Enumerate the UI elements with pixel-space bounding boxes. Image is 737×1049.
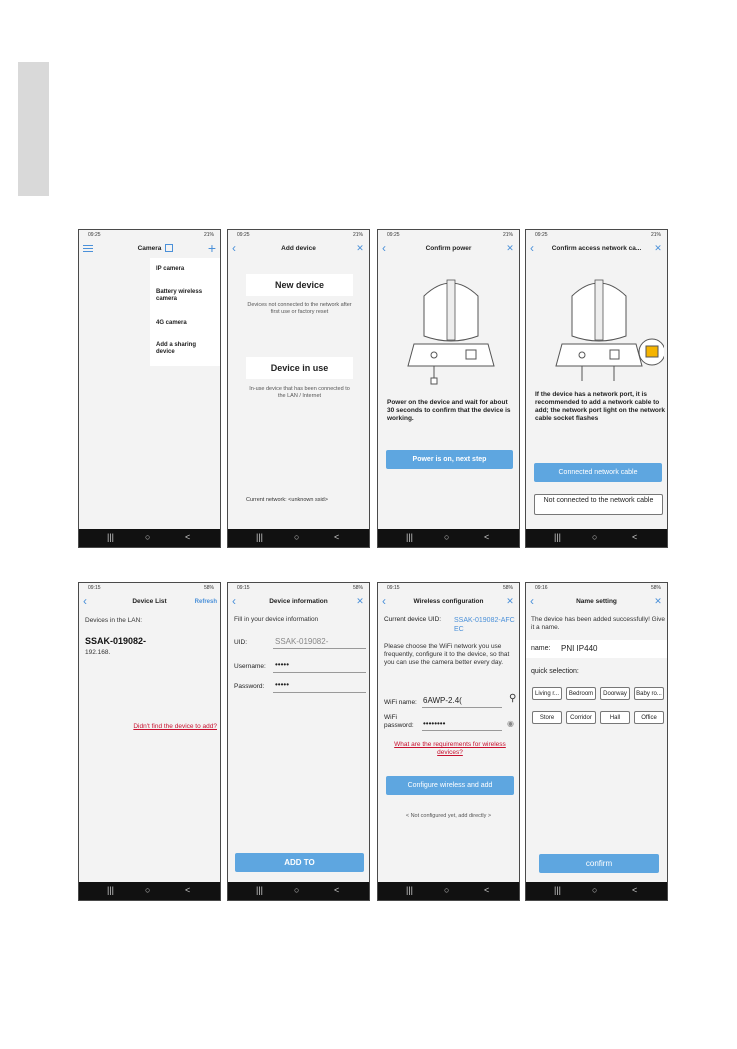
chip-store[interactable]: Store [532, 711, 562, 724]
recent-apps-icon[interactable]: ||| [256, 885, 264, 895]
close-icon[interactable]: ✕ [506, 243, 514, 253]
chip-hall[interactable]: Hall [600, 711, 630, 724]
android-navbar [79, 882, 220, 900]
password-underline [273, 692, 366, 693]
add-to-label: ADD TO [284, 858, 315, 867]
home-icon[interactable]: ○ [592, 885, 598, 895]
wifi-password-field[interactable]: •••••••• [423, 719, 446, 728]
screen-wireless-configuration [377, 582, 520, 901]
status-battery: 58% [502, 585, 513, 591]
uid-label: UID: [234, 639, 247, 646]
chip-baby-room[interactable]: Baby ro... [634, 687, 664, 700]
connected-network-cable-button[interactable] [534, 463, 662, 482]
close-icon[interactable]: ✕ [506, 596, 514, 606]
back-icon[interactable]: ‹ [232, 594, 236, 608]
lan-devices-label: Devices in the LAN: [85, 617, 143, 624]
header [79, 239, 220, 258]
not-connected-button[interactable] [534, 494, 663, 515]
add-icon[interactable]: + [207, 240, 216, 256]
android-navbar [228, 529, 369, 547]
back-nav-icon[interactable]: < [484, 885, 490, 895]
status-battery: 58% [352, 585, 363, 591]
camera-illustration [396, 266, 506, 386]
uid-value: SSAK-019082-AFCEC [454, 617, 515, 633]
wifi-instructions: Please choose the WiFi network you use frequently, configure it to the device, so that you can use the camera better every day. [384, 643, 510, 666]
status-time: 09:25 [387, 232, 400, 238]
screen-confirm-power [377, 229, 520, 548]
back-nav-icon[interactable]: < [185, 532, 191, 542]
password-label: Password: [234, 683, 265, 690]
screen-device-list [78, 582, 221, 901]
chip-doorway[interactable]: Doorway [600, 687, 630, 700]
connected-network-cable-label: Connected network cable [558, 469, 638, 476]
skip-configuration-link[interactable]: < Not configured yet, add directly > [405, 813, 492, 819]
header [526, 592, 667, 611]
menu-item-4g-camera[interactable]: 4G camera [156, 320, 187, 326]
page-title: Device List [132, 598, 167, 605]
chip-bedroom[interactable]: Bedroom [566, 687, 596, 700]
wifi-name-label: WiFi name: [384, 699, 417, 706]
home-icon[interactable]: ○ [294, 885, 300, 895]
recent-apps-icon[interactable]: ||| [554, 532, 562, 542]
status-time: 09:15 [237, 585, 250, 591]
android-navbar [378, 529, 519, 547]
device-in-use-description: In-use device that has been connected to the LAN / Internet [249, 386, 350, 399]
recent-apps-icon[interactable]: ||| [554, 885, 562, 895]
status-battery: 21% [502, 232, 513, 238]
menu-item-sharing-device[interactable]: Add a sharing device [156, 342, 197, 355]
status-bar [526, 583, 667, 592]
android-navbar [526, 882, 667, 900]
status-time: 09:25 [237, 232, 250, 238]
android-navbar [79, 529, 220, 547]
new-device-button[interactable] [246, 274, 353, 296]
back-icon[interactable]: ‹ [382, 241, 386, 255]
power-instructions: Power on the device and wait for about 30 seconds to confirm that the device is working. [387, 399, 511, 422]
quick-selection-label: quick selection: [531, 668, 579, 675]
back-icon[interactable]: ‹ [530, 594, 534, 608]
back-icon[interactable]: ‹ [232, 241, 236, 255]
back-icon[interactable]: ‹ [530, 241, 534, 255]
power-on-next-button[interactable] [386, 450, 513, 469]
side-tab-marker [18, 62, 49, 196]
wifi-name-underline [422, 707, 502, 708]
menu-item-battery-camera[interactable]: Battery wireless camera [156, 289, 203, 302]
home-icon[interactable]: ○ [145, 532, 151, 542]
password-field[interactable]: ••••• [275, 680, 290, 689]
confirm-label: confirm [585, 859, 613, 868]
header [228, 239, 369, 258]
wifi-name-field[interactable]: 6AWP-2.4( [423, 696, 462, 705]
status-time: 09:16 [535, 585, 548, 591]
screen-add-device [227, 229, 370, 548]
hamburger-icon[interactable] [83, 245, 93, 252]
configure-wireless-button[interactable] [386, 776, 514, 795]
page-title: Confirm access network ca... [551, 245, 642, 252]
username-label: Username: [234, 663, 266, 670]
status-bar [526, 230, 667, 239]
home-icon[interactable]: ○ [294, 532, 300, 542]
status-time: 09:15 [88, 585, 101, 591]
new-device-description: Devices not connected to the network after first use or factory reset [247, 302, 352, 315]
status-bar [378, 583, 519, 592]
eye-icon[interactable]: ◉ [507, 719, 514, 728]
status-bar [378, 230, 519, 239]
recent-apps-icon[interactable]: ||| [107, 885, 115, 895]
page-title: Wireless configuration [413, 598, 484, 605]
back-icon[interactable]: ‹ [382, 594, 386, 608]
page-title: Device information [269, 598, 328, 605]
back-nav-icon[interactable]: < [632, 532, 638, 542]
page-title: Camera [137, 245, 162, 252]
close-icon[interactable]: ✕ [356, 596, 364, 606]
device-ip: 192.168. [85, 649, 111, 656]
back-icon[interactable]: ‹ [83, 594, 87, 608]
android-navbar [228, 882, 369, 900]
close-icon[interactable]: ✕ [654, 596, 662, 606]
screen-device-information [227, 582, 370, 901]
back-nav-icon[interactable]: < [334, 885, 340, 895]
back-nav-icon[interactable]: < [632, 885, 638, 895]
grid-view-icon[interactable] [165, 244, 173, 252]
recent-apps-icon[interactable]: ||| [406, 885, 414, 895]
screen-confirm-network-cable [525, 229, 668, 548]
device-in-use-button[interactable] [246, 357, 353, 379]
status-time: 09:25 [88, 232, 101, 238]
page-title: Confirm power [425, 245, 472, 252]
network-instructions: If the device has a network port, it is recommended to add a network cable to add; the network port light on the network cable socket flashes [535, 391, 665, 422]
close-icon[interactable]: ✕ [356, 243, 364, 253]
home-icon[interactable]: ○ [145, 885, 151, 895]
home-icon[interactable]: ○ [444, 532, 450, 542]
home-icon[interactable]: ○ [592, 532, 598, 542]
name-label: name: [531, 645, 551, 652]
chip-corridor[interactable]: Corridor [566, 711, 596, 724]
status-battery: 21% [650, 232, 661, 238]
add-to-button[interactable] [235, 853, 364, 872]
add-device-menu [150, 258, 220, 366]
device-id[interactable]: SSAK-019082- [85, 636, 147, 646]
fill-info-label: Fill in your device information [234, 616, 319, 623]
page-title: Add device [281, 245, 316, 252]
status-bar [79, 230, 220, 239]
chip-office[interactable]: Office [634, 711, 664, 724]
home-icon[interactable]: ○ [444, 885, 450, 895]
status-bar [228, 583, 369, 592]
android-navbar [526, 529, 667, 547]
current-network: Current network: <unknown ssid> [246, 497, 328, 503]
chip-living-room[interactable]: Living r... [532, 687, 562, 700]
page-title: Name setting [576, 598, 617, 605]
new-device-label: New device [274, 280, 325, 290]
camera-network-illustration [544, 266, 664, 386]
recent-apps-icon[interactable]: ||| [406, 532, 414, 542]
back-nav-icon[interactable]: < [185, 885, 191, 895]
close-icon[interactable]: ✕ [654, 243, 662, 253]
header [526, 239, 667, 258]
uid-label: Current device UID: [384, 616, 442, 623]
back-nav-icon[interactable]: < [334, 532, 340, 542]
back-nav-icon[interactable]: < [484, 532, 490, 542]
header [378, 239, 519, 258]
recent-apps-icon[interactable]: ||| [107, 532, 115, 542]
not-found-link[interactable]: Didn't find the device to add? [133, 723, 217, 730]
uid-underline [273, 648, 366, 649]
name-field[interactable]: PNI IP440 [561, 644, 598, 653]
configure-wireless-label: Configure wireless and add [407, 782, 493, 789]
recent-apps-icon[interactable]: ||| [256, 532, 264, 542]
search-icon[interactable]: ⚲ [509, 693, 517, 704]
screen-camera-menu [78, 229, 221, 548]
wifi-password-underline [422, 730, 502, 731]
device-in-use-label: Device in use [270, 363, 329, 373]
power-on-next-label: Power is on, next step [412, 456, 487, 463]
android-navbar [378, 882, 519, 900]
confirm-button[interactable] [539, 854, 659, 873]
status-battery: 21% [352, 232, 363, 238]
status-battery: 21% [203, 232, 214, 238]
status-time: 09:25 [535, 232, 548, 238]
not-connected-label: Not connected to the network cable [543, 497, 654, 504]
status-time: 09:15 [387, 585, 400, 591]
status-battery: 58% [203, 585, 214, 591]
wifi-password-label: WiFi password: [384, 714, 414, 729]
success-message: The device has been added successfully! Give it a name. [531, 616, 666, 631]
requirements-link[interactable]: What are the requirements for wireless devices? [394, 741, 506, 756]
status-battery: 58% [650, 585, 661, 591]
uid-value: SSAK-019082- [275, 637, 329, 646]
menu-item-ip-camera[interactable]: IP camera [156, 266, 185, 272]
username-field[interactable]: ••••• [275, 660, 290, 669]
screen-name-setting [525, 582, 668, 901]
username-underline [273, 672, 366, 673]
refresh-button[interactable]: Refresh [194, 599, 217, 605]
header [228, 592, 369, 611]
status-bar [79, 583, 220, 592]
status-bar [228, 230, 369, 239]
name-row [526, 640, 668, 658]
header [378, 592, 519, 611]
